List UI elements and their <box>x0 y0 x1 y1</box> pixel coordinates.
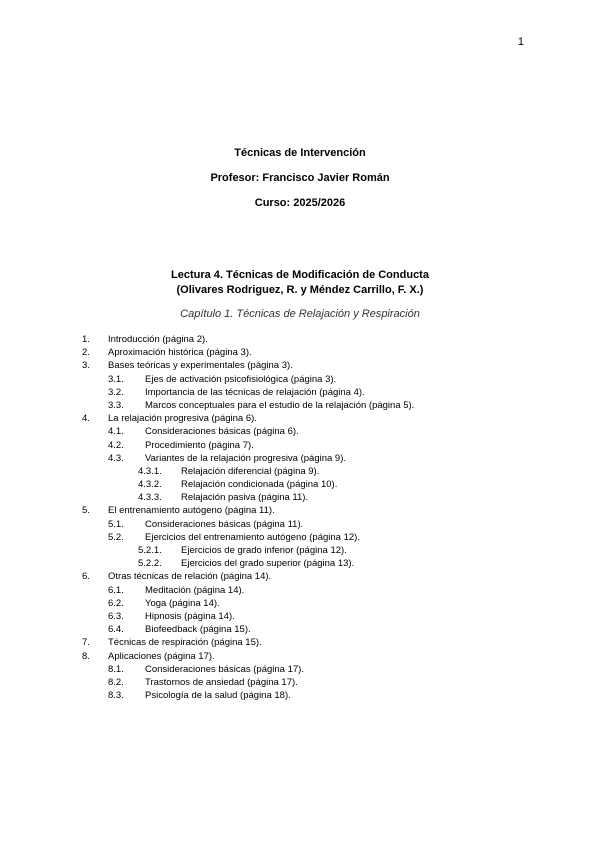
toc-number: 3.1. <box>108 373 124 385</box>
lecture-authors: (Olivares Rodriguez, R. y Méndez Carrillo, F. X.) <box>176 284 424 296</box>
toc-entry-text: Bases teóricas y experimentales (página 3). <box>108 360 293 372</box>
toc-entry-text: Importancia de las técnicas de relajación (página 4). <box>145 386 365 398</box>
toc-item <box>0 531 600 544</box>
toc-item <box>0 412 600 425</box>
toc-number: 5.2. <box>108 531 124 543</box>
toc-number: 4.3.2. <box>138 479 162 491</box>
toc-number: 3.2. <box>108 386 124 398</box>
toc-entry-text: Ejercicios del grado superior (página 13). <box>181 558 355 570</box>
toc-entry-text: Psicología de la salud (página 18). <box>145 690 291 702</box>
toc-entry-text: Biofeedback (página 15). <box>145 624 251 636</box>
toc-item <box>0 689 600 702</box>
toc-item <box>0 491 600 504</box>
toc-number: 7. <box>82 637 90 649</box>
toc-number: 5.2.2. <box>138 558 162 570</box>
toc-entry-text: Introducción (página 2). <box>108 334 208 345</box>
toc-number: 8.2. <box>108 676 124 688</box>
toc-item <box>0 346 600 359</box>
toc-item <box>0 504 600 517</box>
toc-entry-text: Hipnosis (página 14). <box>145 610 235 622</box>
toc-entry-text: Relajación diferencial (página 9). <box>181 465 320 477</box>
toc-entry-text: Otras técnicas de relación (página 14). <box>108 571 272 583</box>
toc-entry-text: Técnicas de respiración (página 15). <box>108 637 262 649</box>
toc-number: 6.2. <box>108 597 124 609</box>
toc-item <box>0 584 600 597</box>
toc-entry-text: Relajación pasiva (página 11). <box>181 492 309 504</box>
toc-number: 8.3. <box>108 690 124 702</box>
toc-entry-text: Trastornos de ansiedad (página 17). <box>145 676 298 688</box>
toc-number: 5.1. <box>108 518 124 530</box>
toc-item <box>0 518 600 531</box>
course-title: Técnicas de Intervención <box>234 147 366 159</box>
toc-entry-text: Yoga (página 14). <box>145 597 220 609</box>
toc-item <box>0 544 600 557</box>
toc-entry-text: Procedimiento (página 7). <box>145 439 254 451</box>
toc-number: 2. <box>82 347 90 359</box>
toc-item <box>0 373 600 386</box>
toc-entry-text: Meditación (página 14). <box>145 584 245 596</box>
toc-number: 3. <box>82 360 90 372</box>
toc-number: 3.3. <box>108 399 124 411</box>
toc-item <box>0 465 600 478</box>
toc-entry-text: Ejercicios del entrenamiento autógeno (página 12). <box>145 531 360 543</box>
course-year: Curso: 2025/2026 <box>254 197 346 209</box>
toc-item <box>0 386 600 399</box>
toc-number: 4.2. <box>108 439 124 451</box>
toc-number: 6.4. <box>108 624 124 636</box>
toc-entry-text: Aproximación histórica (página 3). <box>108 347 252 359</box>
toc-item <box>0 478 600 491</box>
toc-number: 4.1. <box>108 426 124 438</box>
toc-entry-text: La relajación progresiva (página 6). <box>108 413 257 425</box>
toc-number: 6.3. <box>108 610 124 622</box>
toc-item <box>0 650 600 663</box>
table-of-contents <box>0 333 600 702</box>
toc-number: 6. <box>82 571 90 583</box>
toc-entry-text: Consideraciones básicas (página 6). <box>145 426 299 438</box>
chapter-title: Capítulo 1. Técnicas de Relajación y Respiración <box>180 308 420 320</box>
lecture-title: Lectura 4. Técnicas de Modificación de Conducta <box>171 269 429 281</box>
toc-item <box>0 399 600 412</box>
toc-item <box>0 425 600 438</box>
toc-item <box>0 663 600 676</box>
toc-number: 4.3.1. <box>138 465 162 477</box>
toc-item <box>0 570 600 583</box>
toc-number: 8. <box>82 650 90 662</box>
toc-number: 4.3. <box>108 452 124 464</box>
toc-item <box>0 623 600 636</box>
toc-number: 5.2.1. <box>138 545 162 556</box>
toc-item <box>0 676 600 689</box>
toc-number: 6.1. <box>108 584 124 596</box>
toc-item <box>0 452 600 465</box>
toc-entry-text: Consideraciones básicas (página 17). <box>145 663 304 675</box>
toc-item <box>0 333 600 346</box>
toc-item <box>0 636 600 649</box>
professor-name: Profesor: Francisco Javier Román <box>210 172 390 184</box>
toc-item <box>0 597 600 610</box>
toc-entry-text: Variantes de la relajación progresiva (página 9). <box>145 452 347 464</box>
toc-entry-text: Ejes de activación psicofisiológica (página 3). <box>145 373 337 385</box>
toc-number: 4.3.3. <box>138 492 162 504</box>
toc-item <box>0 610 600 623</box>
toc-entry-text: Aplicaciones (página 17). <box>108 650 215 662</box>
lecture-heading <box>0 268 600 298</box>
toc-number: 4. <box>82 413 90 425</box>
toc-entry-text: Marcos conceptuales para el estudio de la relajación (página 5). <box>145 399 415 411</box>
toc-entry-text: Consideraciones básicas (página 11). <box>145 518 304 530</box>
toc-item <box>0 359 600 372</box>
toc-entry-text: El entrenamiento autógeno (página 11). <box>108 505 275 517</box>
page-number: 1 <box>517 36 524 48</box>
document-header <box>0 146 600 221</box>
toc-number: 5. <box>82 505 90 517</box>
toc-number: 8.1. <box>108 663 124 675</box>
toc-entry-text: Relajación condicionada (página 10). <box>181 479 338 491</box>
toc-item <box>0 439 600 452</box>
toc-entry-text: Ejercicios de grado inferior (página 12). <box>181 545 347 556</box>
toc-number: 1. <box>82 334 90 345</box>
toc-item <box>0 557 600 570</box>
